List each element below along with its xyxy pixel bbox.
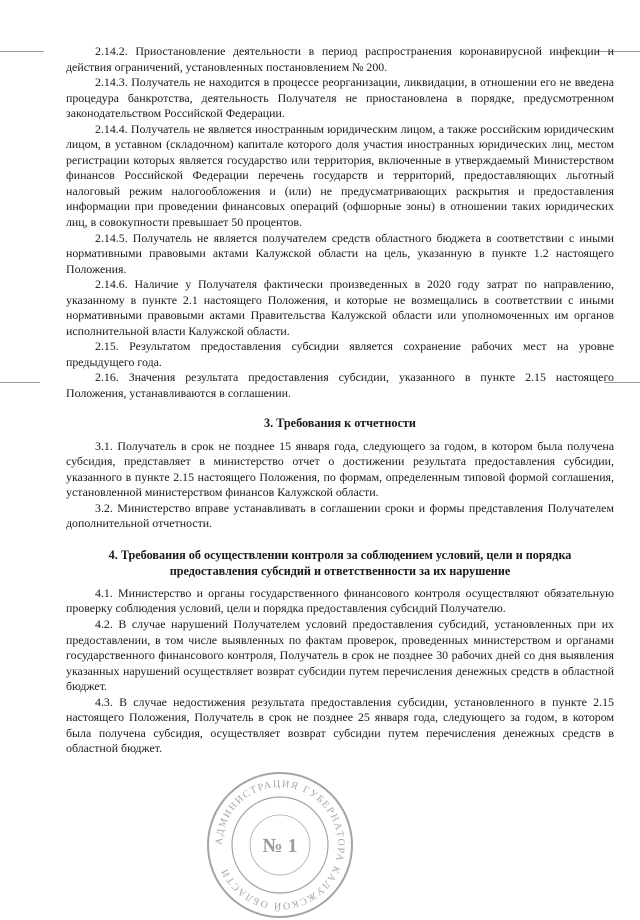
stamp-ring-text: АДМИНИСТРАЦИЯ ГУБЕРНАТОРА КАЛУЖСКОЙ ОБЛАСТИ: [213, 778, 347, 912]
margin-mark-top: [0, 51, 44, 52]
section-4-title-line-2: предоставления субсидий и ответственности за их нарушение: [169, 563, 511, 578]
paragraph-2-16: 2.16. Значения результата предоставления субсидии, указанного в пункте 2.15 настоящего Положения, устанавливаются в соглашении.: [66, 370, 614, 401]
paragraph-4-3: 4.3. В случае недостижения результата предоставления субсидии, установленного в пункте 2.15 настоящего Положения, Получатель в срок не позднее 25 января года, следующего за годом, в котором была получена субсидия, осуществляет возврат субсидии путем перечисления денежных средств в областной бюджет.: [66, 694, 614, 756]
paragraph-4-1: 4.1. Министерство и органы государственного финансового контроля осуществляют обязательную проверку соблюдения условий, цели и порядка предоставления субсидий Получателю.: [66, 585, 614, 616]
section-4-title-line-1: 4. Требования об осуществлении контроля за соблюдением условий, цели и порядка: [108, 547, 572, 562]
paragraph-3-2: 3.2. Министерство вправе устанавливать в соглашении сроки и формы представления Получателем дополнительной отчетности.: [66, 500, 614, 531]
paragraph-4-2: 4.2. В случае нарушений Получателем условий предоставления субсидий, установленных при их предоставлении, в том числе выявленных по фактам проверок, проведенных министерством и органами государственного финансового контроля, Получатель в срок не позднее 30 рабочих дней со дня выявления указанных нарушений осуществляет возврат субсидии путем перечисления денежных средств в областной бюджет.: [66, 616, 614, 694]
section-3-title: 3. Требования к отчетности: [264, 415, 416, 430]
stamp-number: № 1: [262, 835, 298, 857]
paragraph-2-14-6: 2.14.6. Наличие у Получателя фактически произведенных в 2020 году затрат по направлению, указанному в пункте 2.1 настоящего Положения, и которые не возмещались в соответствии с иными нормативными правовыми актами Правительства Калужской области или уполномоченных им органов исполнительной власти Калужской области.: [66, 277, 614, 338]
paragraph-3-1: 3.1. Получатель в срок не позднее 15 января года, следующего за годом, в котором была получена субсидия, представляет в министерство отчет о достижении результата предоставления субсидии, указанного в пункте 2.15 настоящего Положения, по формам, определенным типовой формой соглашения, установленной министерством финансов Калужской области.: [66, 438, 614, 500]
margin-mark-left-mid: [0, 382, 40, 383]
paragraph-2-14-2: 2.14.2. Приостановление деятельности в период распространения коронавирусной инфекции и действия ограничений, установленных постановлением № 200.: [66, 44, 614, 74]
paragraph-2-14-5: 2.14.5. Получатель не является получателем средств областного бюджета в соответствии с иными нормативными правовыми актами Калужской области на цель, указанную в пункте 1.2 настоящего Положения.: [66, 230, 614, 276]
paragraph-2-15: 2.15. Результатом предоставления субсидии является сохранение рабочих мест на уровне предыдущего года.: [66, 339, 614, 369]
official-seal-stamp: [205, 770, 355, 920]
paragraph-2-14-4: 2.14.4. Получатель не является иностранным юридическим лицом, а также российским юридическим лицом, в уставном (складочном) капитале которого доля участия иностранных юридических лиц, местом регистрации которых является государство или территория, включенные в утверждаемый Министерством финансов Российской Федерации перечень государств и территорий, предоставляющих льготный налоговый режим налогообложения и (или) не предусматривающих раскрытия и предоставления информации при проведении финансовых операций (офшорные зоны) в отношении таких юридических лиц, в совокупности превышает 50 процентов.: [66, 121, 614, 230]
paragraph-2-14-3: 2.14.3. Получатель не находится в процессе реорганизации, ликвидации, в отношении его не введена процедура банкротства, деятельность Получателя не приостановлена в порядке, предусмотренном законодательством Российской Федерации.: [66, 75, 614, 121]
document-page: [66, 44, 614, 757]
